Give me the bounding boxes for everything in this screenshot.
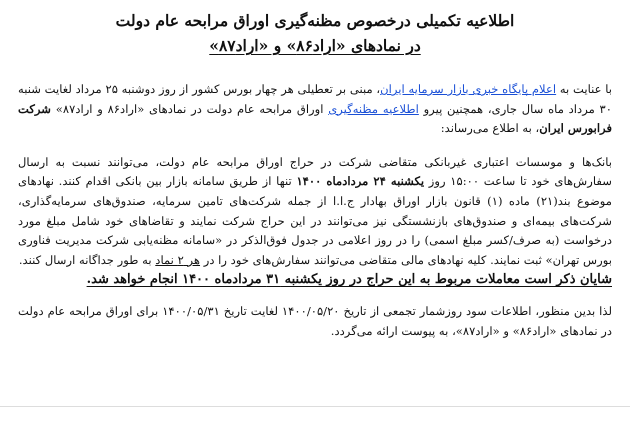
orders-paragraph [18,153,612,271]
intro-paragraph [18,80,612,139]
ifb-name: شرکت فرابورس ایران [18,101,612,136]
document-title [18,8,612,58]
auction-date-notice: شایان ذکر است معاملات مربوط به این حراج در روز یکشنبه ۳۱ مردادماه ۱۴۰۰ انجام خواهد شد. [86,272,612,288]
title-line-1: اطلاعیه تکمیلی درخصوص مظنه‌گیری اوراق مرابحه عام دولت [115,11,515,30]
orders-text-1: بانک‌ها و موسسات اعتباری غیربانکی متقاضی شرکت در حراج اوراق مرابحه عام دولت، می‌توانند نسبت به ارسال سفارش‌های خود تا ساعت ۱۵:۰۰ روز [18,154,612,189]
attachment-paragraph [18,302,612,341]
attachment-text: لذا بدین منظور، اطلاعات سود روزشمار تجمعی از تاریخ ۱۴۰۰/۰۵/۲۰ لغایت تاریخ ۱۴۰۰/۰۵/۳۱ برای اوراق مرابحه عام دولت در نمادهای «اراد۸۶» و «اراد۸۷»، به پیوست ارائه می‌گردد. [18,304,613,338]
quotation-announcement-link[interactable]: اطلاعیه مظنه‌گیری [328,101,419,116]
both-symbols-note: هر ۲ نماد [155,252,201,267]
deadline-date: یکشنبه ۲۴ مردادماه ۱۴۰۰ [296,174,425,189]
title-line-2: در نمادهای «اراد۸۶» و «اراد۸۷» [209,36,421,55]
intro-text-2: ، مبنی بر تعطیلی هر چهار بورس کشور از روز دوشنبه ۲۵ مرداد لغایت شنبه ۳۰ مرداد ماه سال جاری، همچنین پیرو [18,82,612,116]
intro-text-3: اوراق مرابحه عام دولت در نمادهای «اراد۸۶ و اراد۸۷» [51,101,329,116]
orders-text-2: تنها از طریق سامانه بازار بین بانکی اقدام کنند. نهادهای موضوع بند(۲۱) ماده (۱) قانون بازار اوراق بهادار ج.ا.ا از جمله شرکت‌های تامین سرمایه، صندوق‌های سرمایه‌گذاری، شرکت‌های بیمه‌ای و صندوق‌های بازنشستگی نیز می‌توانند در این حراج شرکت نمایند و تقاضاهای خود شامل مبلغ مورد درخواست (به صرف/کسر مبلغ اسمی) را در روز اعلامی در جدول فوق‌الذکر در «سامانه مظنه‌یابی شرکت مدیریت فناوری بورس تهران» ثبت نمایند. کلیه نهادهای مالی متقاضی می‌توانند سفارش‌های خود را در [18,174,612,267]
page-divider [0,406,630,407]
intro-text-4: ، به اطلاع می‌رساند: [440,121,540,136]
intro-text-1: با عنایت به [556,82,612,96]
orders-text-3: به طور جداگانه ارسال کنند. [18,252,156,267]
capital-market-news-link[interactable]: اعلام پایگاه خبری بازار سرمایه ایران [380,82,557,96]
